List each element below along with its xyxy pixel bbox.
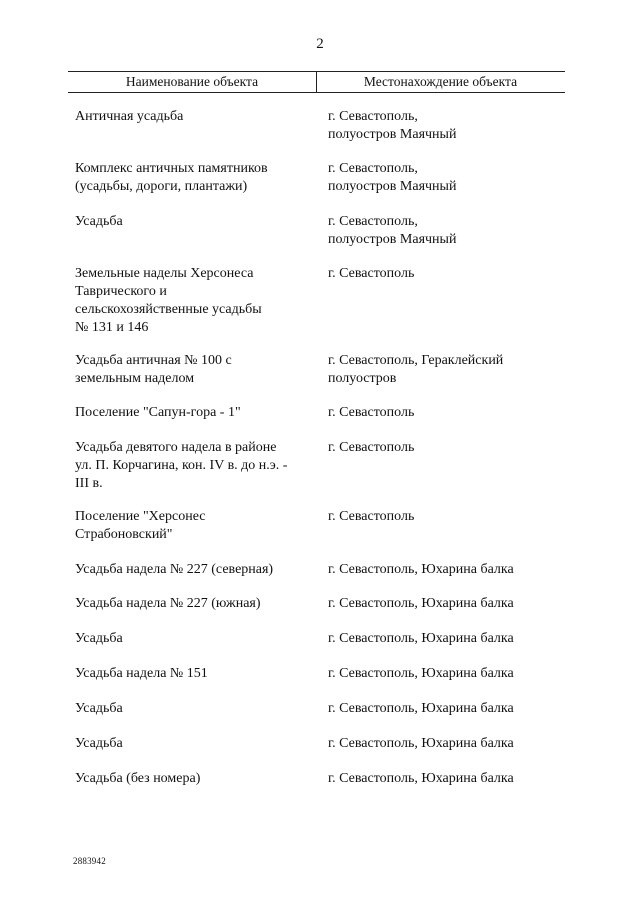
object-name: Усадьба [75,701,123,716]
object-location: г. Севастополь, Юхарина балка [328,596,514,611]
object-name: Античная усадьба [75,109,184,124]
object-location: г. Севастополь, Юхарина балка [328,631,514,646]
object-name: Комплекс античных памятников (усадьбы, дороги, плантажи) [75,161,268,194]
object-name: Поселение "Сапун-гора - 1" [75,405,241,420]
object-location: г. Севастополь, Гераклейский полуостров [328,353,504,386]
object-name: Усадьба (без номера) [75,771,201,786]
table-header [68,71,565,93]
document-code: 2883942 [73,856,106,866]
object-name: Усадьба [75,214,123,229]
page-number: 2 [316,36,324,52]
object-location: г. Севастополь, Юхарина балка [328,562,514,577]
object-location: г. Севастополь, Юхарина балка [328,736,514,751]
object-name: Усадьба надела № 151 [75,666,208,681]
column-header-name: Наименование объекта [125,74,259,89]
object-name: Земельные наделы Херсонеса Таврического и сельскохозяйственные усадьбы № 131 и 146 [75,266,262,335]
object-location: г. Севастополь, Юхарина балка [328,771,514,786]
object-location: г. Севастополь, полуостров Маячный [328,109,457,142]
object-location: г. Севастополь [328,440,415,455]
object-name: Усадьба античная № 100 с земельным наделом [75,353,232,386]
object-location: г. Севастополь [328,509,415,524]
object-name: Усадьба девятого надела в районе ул. П. Корчагина, кон. IV в. до н.э. - III в. [75,440,288,491]
object-name: Усадьба [75,631,123,646]
object-location: г. Севастополь [328,266,415,281]
object-name: Усадьба надела № 227 (южная) [75,596,261,611]
object-location: г. Севастополь, полуостров Маячный [328,214,457,247]
object-location: г. Севастополь, Юхарина балка [328,701,514,716]
object-location: г. Севастополь, полуостров Маячный [328,161,457,194]
object-name: Усадьба [75,736,123,751]
column-header-location: Местонахождение объекта [363,74,518,89]
object-location: г. Севастополь [328,405,415,420]
object-name: Усадьба надела № 227 (северная) [75,562,274,577]
object-location: г. Севастополь, Юхарина балка [328,666,514,681]
object-name: Поселение "Херсонес Страбоновский" [75,509,206,542]
